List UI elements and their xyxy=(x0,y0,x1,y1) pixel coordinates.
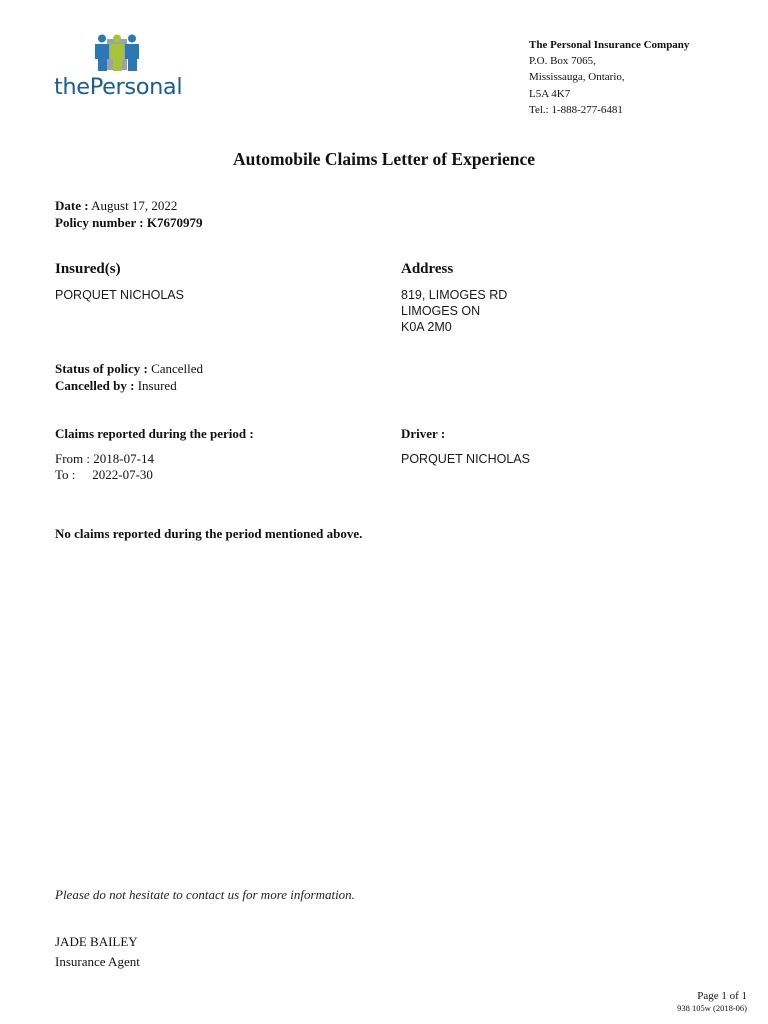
company-phone: Tel.: 1-888-277-6481 xyxy=(529,103,623,116)
closing-text: Please do not hesitate to contact us for more information. xyxy=(55,887,355,902)
company-line: P.O. Box 7065, xyxy=(529,55,596,68)
from-label: From : xyxy=(55,451,91,466)
page-footer xyxy=(677,990,747,1014)
to-label: To : xyxy=(55,467,76,482)
status-line xyxy=(55,361,203,378)
company-logo xyxy=(54,34,196,106)
from-value: 2018-07-14 xyxy=(93,451,154,466)
date-value: August 17, 2022 xyxy=(91,198,178,213)
cancelled-by-label: Cancelled by : xyxy=(55,378,135,393)
people-puzzle-icon xyxy=(94,34,140,72)
to-value: 2022-07-30 xyxy=(92,467,153,482)
claims-heading: Claims reported during the period : xyxy=(55,426,254,441)
company-name: The Personal Insurance Company xyxy=(529,39,690,51)
agent-name: JADE BAILEY xyxy=(55,934,138,949)
signature-block xyxy=(55,934,140,970)
address-line: 819, LIMOGES RD xyxy=(401,288,508,302)
company-line: L5A 4K7 xyxy=(529,87,571,100)
company-line: Mississauga, Ontario, xyxy=(529,71,625,84)
status-value: Cancelled xyxy=(151,361,204,376)
agent-role: Insurance Agent xyxy=(55,953,140,969)
claims-from-line xyxy=(55,451,154,468)
policy-label: Policy number : xyxy=(55,215,144,230)
form-code: 938 105w (2018-06) xyxy=(677,1003,747,1013)
logo-wordmark: thePersonal xyxy=(54,74,183,100)
driver-heading: Driver : xyxy=(401,426,446,441)
insured-heading: Insured(s) xyxy=(55,261,121,277)
date-line xyxy=(55,198,177,215)
policy-line xyxy=(55,215,202,232)
status-label: Status of policy : xyxy=(55,361,148,376)
address-heading: Address xyxy=(401,261,454,277)
date-label: Date : xyxy=(55,198,89,213)
cancelled-by-value: Insured xyxy=(137,378,177,393)
claims-to-line xyxy=(55,467,153,484)
address-block xyxy=(401,287,507,335)
cancelled-by-line xyxy=(55,378,177,395)
policy-value: K7670979 xyxy=(146,215,203,230)
no-claims-statement: No claims reported during the period mentioned above. xyxy=(55,526,363,541)
company-address-block xyxy=(529,37,689,118)
address-line: LIMOGES ON xyxy=(401,304,481,318)
document-title: Automobile Claims Letter of Experience xyxy=(233,149,535,169)
driver-name: PORQUET NICHOLAS xyxy=(401,452,530,466)
insured-name: PORQUET NICHOLAS xyxy=(55,288,184,302)
page-number: Page 1 of 1 xyxy=(697,990,747,1002)
address-line: K0A 2M0 xyxy=(401,320,452,334)
